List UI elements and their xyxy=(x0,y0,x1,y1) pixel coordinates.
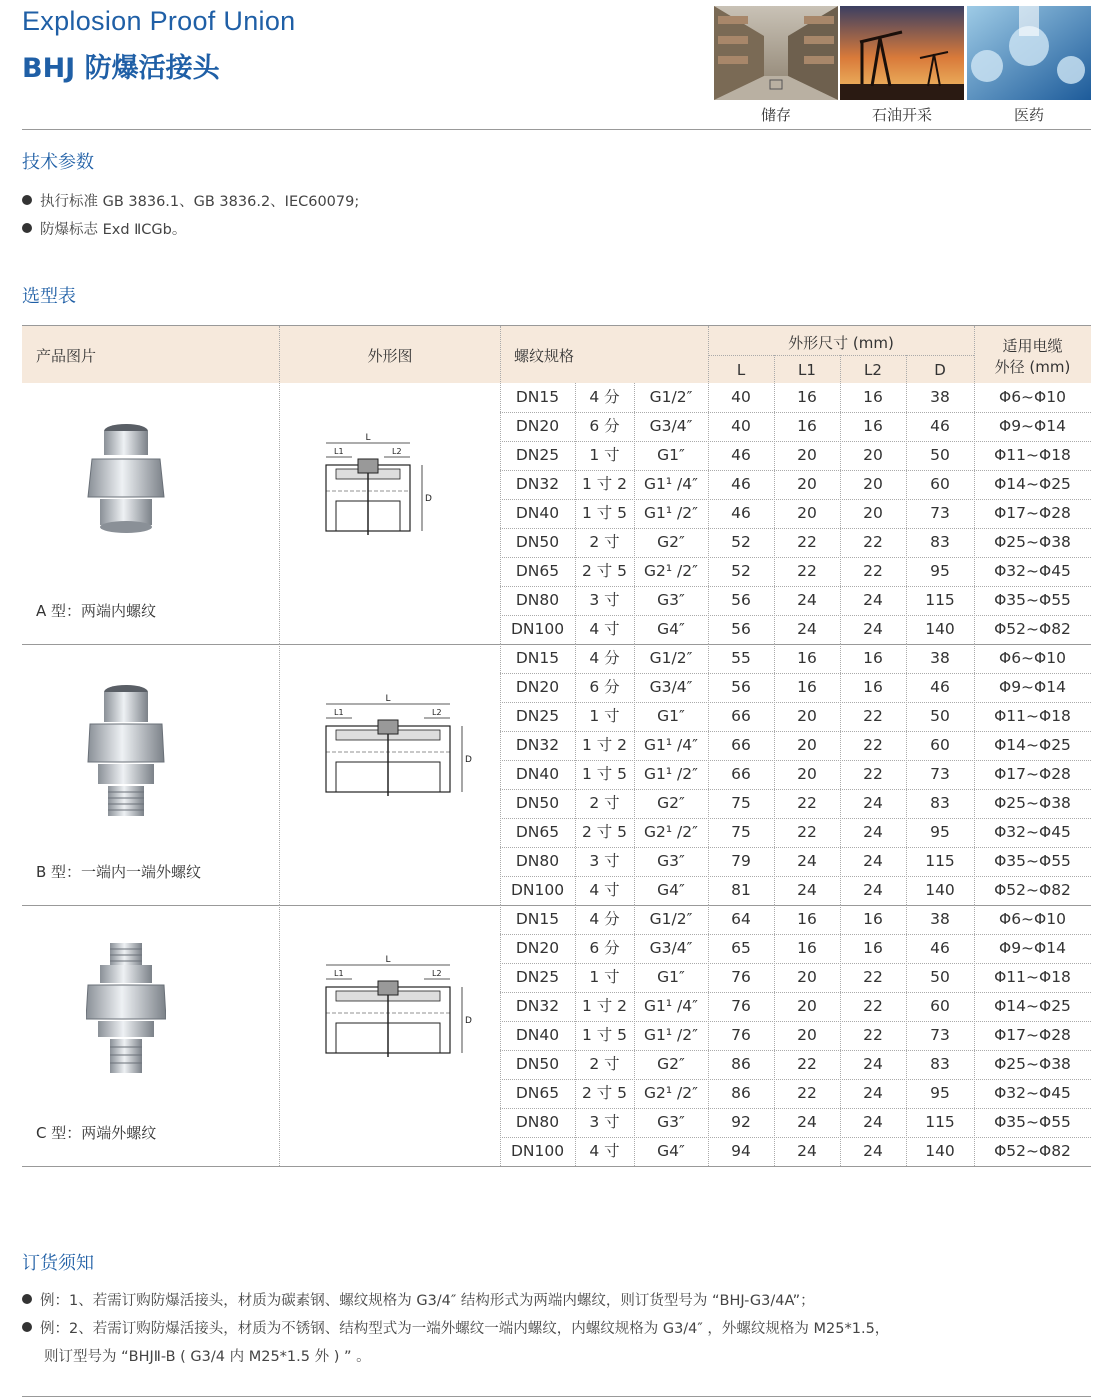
table-cell: 16 xyxy=(863,417,883,435)
table-cell: 76 xyxy=(731,968,751,986)
table-cell: 24 xyxy=(863,1055,883,1073)
table-cell: 24 xyxy=(863,823,883,841)
table-cell: 1 寸 xyxy=(589,968,620,986)
table-cell: 24 xyxy=(797,881,817,899)
warehouse-photo xyxy=(714,6,838,100)
table-cell: G3/4″ xyxy=(649,678,693,696)
table-cell: 16 xyxy=(863,939,883,957)
table-cell: 140 xyxy=(925,1142,955,1160)
table-cell: DN25 xyxy=(515,968,560,986)
table-cell: 4 寸 xyxy=(589,881,620,899)
table-cell: 6 分 xyxy=(589,678,620,696)
table-cell: 2 寸 xyxy=(589,533,620,551)
table-cell: G3″ xyxy=(657,1113,685,1131)
svg-text:D: D xyxy=(425,494,432,504)
table-cell: 20 xyxy=(797,707,817,725)
table-cell: G1¹ /2″ xyxy=(644,504,698,522)
table-cell: G1/2″ xyxy=(649,388,693,406)
table-cell: DN40 xyxy=(515,504,560,522)
table-cell: 20 xyxy=(863,475,883,493)
table-cell: Φ25~Φ38 xyxy=(994,794,1071,812)
table-cell: Φ52~Φ82 xyxy=(994,881,1071,899)
table-cell: DN100 xyxy=(510,1142,565,1160)
table-cell: 6 分 xyxy=(589,939,620,957)
table-cell: DN15 xyxy=(515,649,560,667)
table-cell: 55 xyxy=(731,649,751,667)
table-cell: DN20 xyxy=(515,678,560,696)
table-cell: 22 xyxy=(863,533,883,551)
table-cell: Φ6~Φ10 xyxy=(999,649,1066,667)
table-cell: 92 xyxy=(731,1113,751,1131)
tech-line-1: 执行标准 GB 3836.1、GB 3836.2、IEC60079; xyxy=(22,190,359,211)
table-cell: 66 xyxy=(731,736,751,754)
footer-divider xyxy=(22,1396,1091,1397)
table-cell: 20 xyxy=(797,765,817,783)
table-cell: 20 xyxy=(797,736,817,754)
table-cell: DN32 xyxy=(515,997,560,1015)
table-cell: 16 xyxy=(863,388,883,406)
table-cell: Φ11~Φ18 xyxy=(994,707,1071,725)
table-cell: 1 寸 xyxy=(589,446,620,464)
table-cell: 38 xyxy=(930,649,950,667)
table-cell: 40 xyxy=(731,417,751,435)
table-cell: G1/2″ xyxy=(649,649,693,667)
table-cell: 50 xyxy=(930,446,950,464)
svg-text:L1: L1 xyxy=(334,969,344,978)
th-cable-1: 适用电缆 xyxy=(1002,337,1063,355)
table-cell: DN80 xyxy=(515,591,560,609)
oil-pump-photo xyxy=(840,6,964,100)
table-cell: 60 xyxy=(930,736,950,754)
table-cell: 24 xyxy=(863,620,883,638)
table-cell: 24 xyxy=(863,1084,883,1102)
table-cell: 24 xyxy=(797,852,817,870)
table-cell: Φ6~Φ10 xyxy=(999,910,1066,928)
table-cell: G3″ xyxy=(657,591,685,609)
table-cell: 86 xyxy=(731,1055,751,1073)
table-cell: 16 xyxy=(797,678,817,696)
table-cell: G1″ xyxy=(657,707,685,725)
table-cell: DN50 xyxy=(515,533,560,551)
table-cell: 95 xyxy=(930,823,950,841)
table-cell: 16 xyxy=(797,649,817,667)
order-line-1: 例：1、若需订购防爆活接头，材质为碳素钢、螺纹规格为 G3/4″ 结构形式为两端内螺纹，则订货型号为 “BHJ-G3/4A”； xyxy=(22,1289,815,1310)
table-cell: 4 分 xyxy=(589,649,620,667)
table-cell: 22 xyxy=(863,968,883,986)
table-cell: 20 xyxy=(797,504,817,522)
table-cell: 2 寸 5 xyxy=(581,562,628,580)
svg-text:L: L xyxy=(365,433,371,443)
svg-text:L: L xyxy=(385,955,391,965)
type-label: C 型：两端外螺纹 xyxy=(36,1124,157,1142)
table-cell: 3 寸 xyxy=(589,591,620,609)
table-cell: 20 xyxy=(797,997,817,1015)
table-cell: Φ14~Φ25 xyxy=(994,736,1071,754)
table-cell: 16 xyxy=(797,910,817,928)
table-cell: 1 寸 xyxy=(589,707,620,725)
table-cell: 73 xyxy=(930,504,950,522)
title-cn: BHJ 防爆活接头 xyxy=(22,53,220,84)
th-dims: 外形尺寸 (mm) xyxy=(788,334,894,352)
table-cell: Φ9~Φ14 xyxy=(999,417,1066,435)
table-cell: 86 xyxy=(731,1084,751,1102)
table-cell: 22 xyxy=(797,794,817,812)
table-cell: 1 寸 2 xyxy=(581,997,628,1015)
table-cell: G4″ xyxy=(657,881,685,899)
table-cell: DN100 xyxy=(510,620,565,638)
table-cell: 2 寸 5 xyxy=(581,823,628,841)
table-cell: Φ35~Φ55 xyxy=(994,852,1071,870)
table-cell: 3 寸 xyxy=(589,852,620,870)
union-product-image xyxy=(86,419,166,573)
table-cell: 73 xyxy=(930,1026,950,1044)
table-cell: 24 xyxy=(863,591,883,609)
table-cell: 64 xyxy=(731,910,751,928)
table-cell: G2¹ /2″ xyxy=(644,823,698,841)
table-cell: 52 xyxy=(731,533,751,551)
th-L: L xyxy=(736,361,746,379)
table-cell: G1¹ /2″ xyxy=(644,1026,698,1044)
table-cell: 24 xyxy=(797,620,817,638)
table-cell: 83 xyxy=(930,794,950,812)
order-line-3: 则订型号为 “BHJⅡ-B ( G3/4 内 M25*1.5 外 ) ” 。 xyxy=(44,1349,371,1365)
table-cell: G1″ xyxy=(657,968,685,986)
table-cell: 95 xyxy=(930,1084,950,1102)
table-cell: 2 寸 xyxy=(589,794,620,812)
th-product-image: 产品图片 xyxy=(36,347,97,365)
table-cell: 20 xyxy=(797,446,817,464)
table-cell: 16 xyxy=(863,678,883,696)
table-cell: 20 xyxy=(863,504,883,522)
table-cell: DN15 xyxy=(515,910,560,928)
table-cell: 56 xyxy=(731,591,751,609)
table-cell: 22 xyxy=(863,562,883,580)
table-cell: 46 xyxy=(731,504,751,522)
table-cell: G2″ xyxy=(657,533,685,551)
table-cell: G2¹ /2″ xyxy=(644,562,698,580)
table-cell: Φ25~Φ38 xyxy=(994,1055,1071,1073)
table-cell: 83 xyxy=(930,533,950,551)
table-cell: 1 寸 5 xyxy=(581,504,628,522)
table-cell: 24 xyxy=(797,591,817,609)
table-cell: 2 寸 5 xyxy=(581,1084,628,1102)
table-cell: 75 xyxy=(731,794,751,812)
table-cell: 115 xyxy=(925,1113,955,1131)
table-cell: 115 xyxy=(925,591,955,609)
table-header xyxy=(22,325,1091,383)
table-cell: 50 xyxy=(930,968,950,986)
table-cell: Φ17~Φ28 xyxy=(994,765,1071,783)
union-product-image xyxy=(86,941,166,1095)
bullet-icon xyxy=(22,223,32,233)
tech-line-2: 防爆标志 Exd ⅡCGb。 xyxy=(22,218,186,239)
table-cell: DN80 xyxy=(515,1113,560,1131)
table-cell: 22 xyxy=(863,736,883,754)
table-cell: Φ35~Φ55 xyxy=(994,591,1071,609)
table-cell: 20 xyxy=(797,475,817,493)
table-cell: DN32 xyxy=(515,736,560,754)
photo-label-oil: 石油开采 xyxy=(871,106,932,124)
th-L1: L1 xyxy=(798,361,816,379)
bullet-icon xyxy=(22,195,32,205)
table-cell: 16 xyxy=(797,939,817,957)
table-cell: Φ9~Φ14 xyxy=(999,939,1066,957)
table-cell: Φ35~Φ55 xyxy=(994,1113,1071,1131)
table-cell: DN50 xyxy=(515,794,560,812)
table-cell: 46 xyxy=(731,446,751,464)
table-cell: 46 xyxy=(930,939,950,957)
table-cell: DN32 xyxy=(515,475,560,493)
table-cell: DN15 xyxy=(515,388,560,406)
table-cell: 95 xyxy=(930,562,950,580)
th-L2: L2 xyxy=(864,361,882,379)
table-cell: 22 xyxy=(797,1055,817,1073)
table-cell: 52 xyxy=(731,562,751,580)
table-cell: 66 xyxy=(731,707,751,725)
table-cell: 38 xyxy=(930,388,950,406)
table-cell: 22 xyxy=(797,533,817,551)
table-cell: Φ52~Φ82 xyxy=(994,620,1071,638)
table-cell: 50 xyxy=(930,707,950,725)
table-cell: G1¹ /4″ xyxy=(644,997,698,1015)
table-cell: 4 分 xyxy=(589,388,620,406)
table-cell: DN20 xyxy=(515,939,560,957)
table-cell: 20 xyxy=(863,446,883,464)
table-cell: 16 xyxy=(863,649,883,667)
table-cell: Φ14~Φ25 xyxy=(994,997,1071,1015)
table-cell: 38 xyxy=(930,910,950,928)
table-cell: G4″ xyxy=(657,620,685,638)
table-cell: 20 xyxy=(797,1026,817,1044)
table-cell: 3 寸 xyxy=(589,1113,620,1131)
th-D: D xyxy=(934,361,946,379)
table-cell: 81 xyxy=(731,881,751,899)
table-cell: G3/4″ xyxy=(649,939,693,957)
table-cell: Φ32~Φ45 xyxy=(994,1084,1071,1102)
table-cell: 24 xyxy=(863,1142,883,1160)
type-label: B 型：一端内一端外螺纹 xyxy=(36,863,202,881)
selection-heading: 选型表 xyxy=(22,286,76,307)
th-cable-2: 外径 (mm) xyxy=(994,358,1071,376)
table-cell: 46 xyxy=(731,475,751,493)
table-cell: G1¹ /4″ xyxy=(644,736,698,754)
table-cell: 24 xyxy=(797,1113,817,1131)
table-cell: Φ32~Φ45 xyxy=(994,823,1071,841)
svg-text:L2: L2 xyxy=(432,708,442,717)
table-cell: 65 xyxy=(731,939,751,957)
table-cell: 22 xyxy=(863,1026,883,1044)
table-cell: DN65 xyxy=(515,1084,560,1102)
title-en: Explosion Proof Union xyxy=(22,6,296,36)
table-cell: G1/2″ xyxy=(649,910,693,928)
table-cell: 140 xyxy=(925,620,955,638)
table-cell: DN50 xyxy=(515,1055,560,1073)
table-cell: Φ11~Φ18 xyxy=(994,968,1071,986)
photo-label-pharma: 医药 xyxy=(1013,106,1044,124)
table-cell: DN100 xyxy=(510,881,565,899)
bullet-icon xyxy=(22,1294,32,1304)
type-label: A 型：两端内螺纹 xyxy=(36,602,157,620)
table-cell: 79 xyxy=(731,852,751,870)
table-cell: 2 寸 xyxy=(589,1055,620,1073)
svg-text:L1: L1 xyxy=(334,708,344,717)
table-cell: 140 xyxy=(925,881,955,899)
table-cell: G3/4″ xyxy=(649,417,693,435)
table-cell: 1 寸 2 xyxy=(581,736,628,754)
table-cell: 73 xyxy=(930,765,950,783)
table-cell: 22 xyxy=(797,823,817,841)
table-cell: 4 寸 xyxy=(589,1142,620,1160)
table-cell: 22 xyxy=(797,1084,817,1102)
table-cell: Φ17~Φ28 xyxy=(994,504,1071,522)
svg-text:D: D xyxy=(465,1016,472,1026)
svg-text:L1: L1 xyxy=(334,447,344,456)
table-cell: Φ25~Φ38 xyxy=(994,533,1071,551)
table-cell: 46 xyxy=(930,417,950,435)
table-cell: 24 xyxy=(797,1142,817,1160)
table-cell: DN65 xyxy=(515,823,560,841)
table-cell: G1″ xyxy=(657,446,685,464)
table-cell: 16 xyxy=(863,910,883,928)
table-cell: Φ9~Φ14 xyxy=(999,678,1066,696)
table-cell: 46 xyxy=(930,678,950,696)
table-cell: 56 xyxy=(731,678,751,696)
table-cell: DN80 xyxy=(515,852,560,870)
order-line-2: 例：2、若需订购防爆活接头，材质为不锈钢、结构型式为一端外螺纹一端内螺纹，内螺纹规格为 G3/4″ ，外螺纹规格为 M25*1.5， xyxy=(22,1317,889,1338)
table-cell: 4 寸 xyxy=(589,620,620,638)
table-cell: 75 xyxy=(731,823,751,841)
table-cell: 6 分 xyxy=(589,417,620,435)
table-cell: 56 xyxy=(731,620,751,638)
table-cell: 60 xyxy=(930,475,950,493)
table-cell: 1 寸 5 xyxy=(581,765,628,783)
table-cell: Φ32~Φ45 xyxy=(994,562,1071,580)
table-cell: 76 xyxy=(731,997,751,1015)
order-heading: 订货须知 xyxy=(22,1253,94,1274)
table-cell: 24 xyxy=(863,1113,883,1131)
table-cell: DN40 xyxy=(515,1026,560,1044)
tech-heading: 技术参数 xyxy=(22,152,94,173)
outline-drawing xyxy=(318,692,478,806)
table-cell: 1 寸 5 xyxy=(581,1026,628,1044)
table-cell: G2″ xyxy=(657,794,685,812)
table-cell: G1¹ /4″ xyxy=(644,475,698,493)
table-cell: 40 xyxy=(731,388,751,406)
table-cell: Φ17~Φ28 xyxy=(994,1026,1071,1044)
table-cell: 4 分 xyxy=(589,910,620,928)
table-cell: 24 xyxy=(863,794,883,812)
table-cell: 83 xyxy=(930,1055,950,1073)
table-cell: DN65 xyxy=(515,562,560,580)
table-cell: Φ14~Φ25 xyxy=(994,475,1071,493)
outline-drawing xyxy=(318,431,438,545)
table-cell: DN25 xyxy=(515,707,560,725)
table-cell: DN25 xyxy=(515,446,560,464)
table-cell: 22 xyxy=(863,997,883,1015)
table-cell: Φ11~Φ18 xyxy=(994,446,1071,464)
pharma-photo xyxy=(967,6,1091,100)
table-cell: 1 寸 2 xyxy=(581,475,628,493)
outline-drawing xyxy=(318,953,478,1067)
table-cell: 66 xyxy=(731,765,751,783)
table-cell: G2″ xyxy=(657,1055,685,1073)
table-cell: DN20 xyxy=(515,417,560,435)
application-photos xyxy=(714,6,1091,126)
table-cell: 115 xyxy=(925,852,955,870)
union-product-image xyxy=(86,680,166,834)
table-cell: 60 xyxy=(930,997,950,1015)
table-cell: 22 xyxy=(863,707,883,725)
table-cell: 76 xyxy=(731,1026,751,1044)
table-cell: G3″ xyxy=(657,852,685,870)
photo-label-storage: 储存 xyxy=(760,106,791,124)
svg-text:L: L xyxy=(385,694,391,704)
table-cell: 16 xyxy=(797,388,817,406)
th-outline: 外形图 xyxy=(367,347,413,365)
table-cell: Φ6~Φ10 xyxy=(999,388,1066,406)
table-cell: 20 xyxy=(797,968,817,986)
svg-text:L2: L2 xyxy=(392,447,402,456)
table-cell: 94 xyxy=(731,1142,751,1160)
bullet-icon xyxy=(22,1322,32,1332)
table-cell: 24 xyxy=(863,881,883,899)
table-cell: G4″ xyxy=(657,1142,685,1160)
table-cell: 22 xyxy=(797,562,817,580)
table-cell: G2¹ /2″ xyxy=(644,1084,698,1102)
table-cell: Φ52~Φ82 xyxy=(994,1142,1071,1160)
table-cell: 16 xyxy=(797,417,817,435)
table-cell: 22 xyxy=(863,765,883,783)
table-cell: DN40 xyxy=(515,765,560,783)
table-cell: G1¹ /2″ xyxy=(644,765,698,783)
th-thread: 螺纹规格 xyxy=(514,347,575,365)
table-cell: 24 xyxy=(863,852,883,870)
svg-text:L2: L2 xyxy=(432,969,442,978)
svg-text:D: D xyxy=(465,755,472,765)
header-divider xyxy=(22,129,1091,130)
